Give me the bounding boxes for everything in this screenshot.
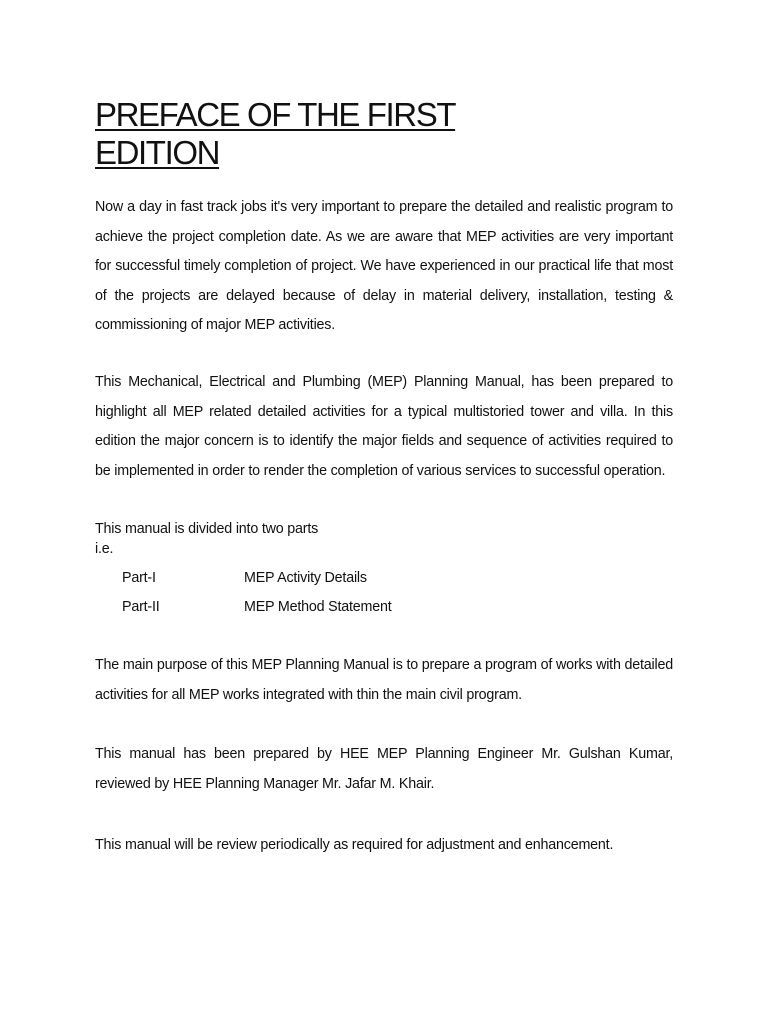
parts-intro: This manual is divided into two parts xyxy=(95,521,319,537)
parts-list-item xyxy=(122,568,367,588)
parts-ie: i.e. xyxy=(95,541,114,557)
paragraph-main-purpose: The main purpose of this MEP Planning Manual is to prepare a program of works with detailed activities for all MEP works integrated with thin the main civil program. xyxy=(95,657,673,703)
part-name: Part-II xyxy=(122,599,160,615)
title-line-1: PREFACE OF THE FIRST xyxy=(95,96,456,133)
part-name: Part-I xyxy=(122,570,156,586)
page-title xyxy=(95,96,515,172)
part-description: MEP Activity Details xyxy=(244,570,367,586)
title-line-2: EDITION xyxy=(95,134,220,171)
parts-list-item xyxy=(122,597,392,617)
paragraph-authors: This manual has been prepared by HEE MEP Planning Engineer Mr. Gulshan Kumar, reviewed by HEE Planning Manager Mr. Jafar M. Khair. xyxy=(95,746,673,792)
paragraph-intro: Now a day in fast track jobs it's very important to prepare the detailed and realistic program to achieve the project completion date. As we are aware that MEP activities are very important for successful timely completion of project. We have experienced in our practical life that most of the projects are delayed because of delay in material delivery, installation, testing & commissioning of major MEP activities. xyxy=(95,199,673,333)
paragraph-review: This manual will be review periodically as required for adjustment and enhancement. xyxy=(95,837,614,853)
part-description: MEP Method Statement xyxy=(244,599,392,615)
paragraph-manual-purpose: This Mechanical, Electrical and Plumbing (MEP) Planning Manual, has been prepared to highlight all MEP related detailed activities for a typical multistoried tower and villa. In this edition the major concern is to identify the major fields and sequence of activities required to be implemented in order to render the completion of various services to successful operation. xyxy=(95,374,673,479)
